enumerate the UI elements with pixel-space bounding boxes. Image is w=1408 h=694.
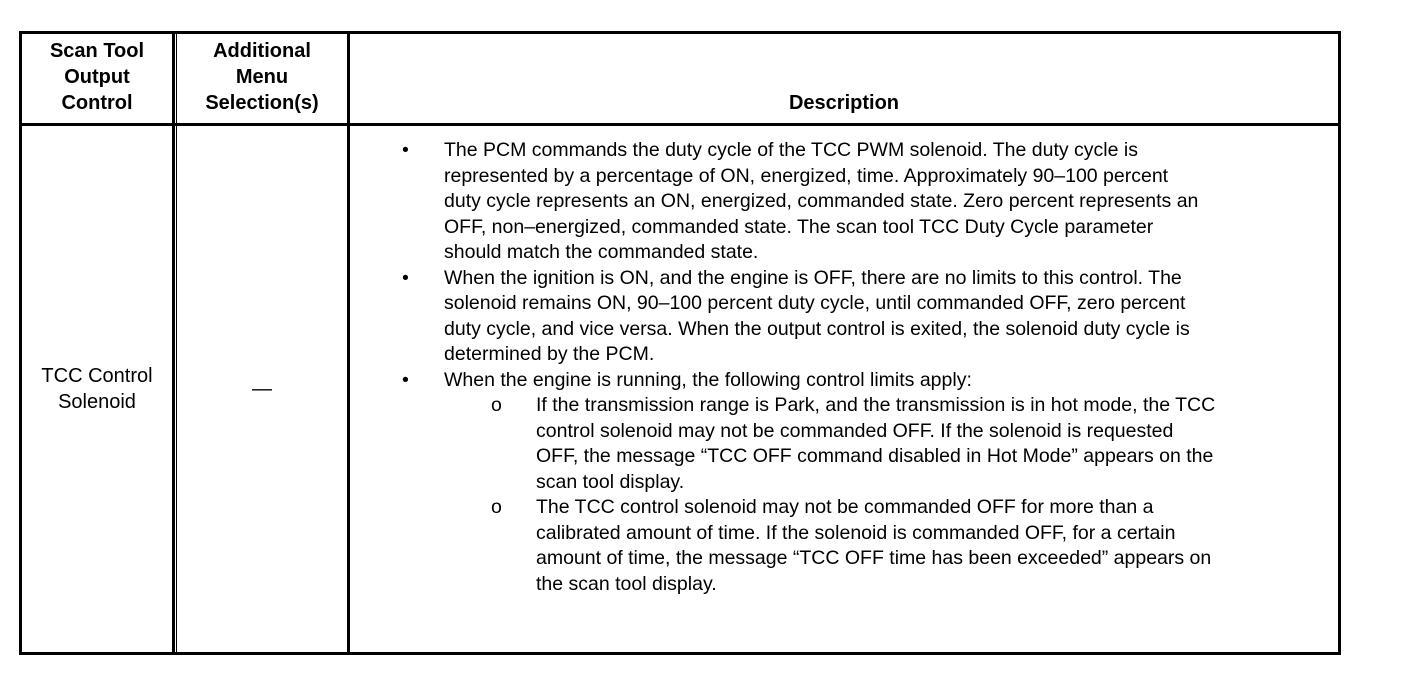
text-line: the scan tool display. — [536, 572, 717, 595]
list-item — [350, 368, 1335, 394]
header-line: Output — [64, 66, 130, 88]
text-line: control solenoid may not be commanded OFF. If the solenoid is requested — [536, 419, 1174, 442]
sub-list-item — [350, 495, 1335, 597]
header-scan-tool-output-control — [22, 34, 172, 123]
cell-dash: — — [252, 378, 272, 400]
text-line: OFF, the message “TCC OFF command disabled in Hot Mode” appears on the — [536, 445, 1214, 467]
bullet-icon: • — [402, 368, 409, 391]
cell-menu-selection — [177, 126, 347, 652]
text-line: should match the commanded state. — [444, 241, 759, 263]
text-line: calibrated amount of time. If the solenoid is commanded OFF, for a certain — [536, 521, 1176, 544]
header-line: Selection(s) — [205, 92, 319, 114]
cell-description — [350, 138, 1335, 597]
header-line: Scan Tool — [49, 40, 145, 62]
text-line: scan tool display. — [536, 470, 685, 493]
text-line: duty cycle represents an ON, energized, commanded state. Zero percent represents an — [444, 190, 1199, 212]
list-item — [350, 138, 1335, 266]
text-line: determined by the PCM. — [444, 343, 655, 365]
header-line: Additional — [213, 40, 311, 62]
list-item — [350, 266, 1335, 368]
text-line: If the transmission range is Park, and the transmission is in hot mode, the TCC — [536, 394, 1216, 416]
sub-list-item — [350, 393, 1335, 495]
header-line: Control — [61, 92, 133, 114]
cell-line: TCC Control — [41, 365, 153, 387]
text-line: duty cycle, and vice versa. When the output control is exited, the solenoid duty cycle is — [444, 317, 1190, 340]
column-divider — [172, 34, 175, 652]
text-line: represented by a percentage of ON, energized, time. Approximately 90–100 percent — [444, 164, 1169, 187]
header-line: Menu — [235, 66, 289, 88]
header-additional-menu-selections — [177, 34, 347, 123]
header-description — [350, 34, 1338, 123]
text-line: solenoid remains ON, 90–100 percent duty cycle, until commanded OFF, zero percent — [444, 292, 1186, 314]
text-line: The TCC control solenoid may not be commanded OFF for more than a — [536, 496, 1154, 518]
circle-bullet-icon: o — [491, 496, 502, 518]
text-line: The PCM commands the duty cycle of the TCC PWM solenoid. The duty cycle is — [444, 139, 1138, 161]
text-line: amount of time, the message “TCC OFF time has been exceeded” appears on — [536, 547, 1212, 569]
scan-tool-output-control-table — [19, 31, 1341, 655]
bullet-icon: • — [402, 266, 409, 289]
circle-bullet-icon: o — [491, 394, 502, 416]
header-line: Description — [788, 92, 900, 114]
text-line: OFF, non–energized, commanded state. The scan tool TCC Duty Cycle parameter — [444, 215, 1154, 238]
text-line: When the ignition is ON, and the engine is OFF, there are no limits to this control. The — [444, 266, 1182, 289]
cell-output-control — [22, 126, 172, 652]
cell-line: Solenoid — [58, 391, 136, 413]
bullet-icon: • — [402, 139, 409, 161]
text-line: When the engine is running, the following control limits apply: — [444, 368, 972, 391]
